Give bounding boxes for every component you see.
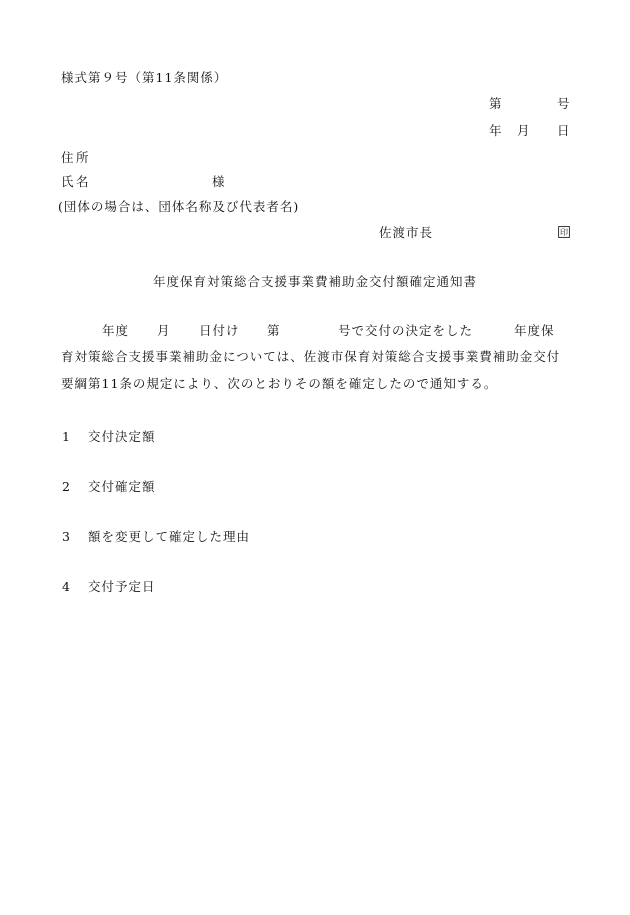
list-item — [62, 581, 156, 594]
body-month-label: 月 — [157, 323, 171, 338]
date-month-label: 月 — [517, 123, 530, 138]
body-year-label: 年度 — [102, 323, 130, 338]
seal-text: 印 — [560, 228, 568, 238]
list-item-number: 2 — [62, 479, 71, 494]
mayor-title: 佐渡市長 — [379, 225, 434, 240]
body-number-label: 第 — [267, 323, 281, 338]
body-line-3: 要綱第11条の規定により、次のとおりその額を確定したので通知する。 — [61, 376, 498, 391]
form-number: 様式第９号（第11条関係） — [61, 70, 228, 85]
list-item-number: 1 — [62, 429, 71, 444]
body-date-label: 日付け — [199, 323, 240, 338]
list-item-label: 額を変更して確定した理由 — [88, 529, 251, 544]
list-item-label: 交付予定日 — [88, 579, 156, 594]
honorific-label: 様 — [212, 174, 225, 189]
document-number-label: 第 — [489, 96, 502, 111]
list-item-number: 3 — [62, 529, 71, 544]
body-year-label-2: 年度保 — [514, 323, 555, 338]
date-day-label: 日 — [557, 123, 570, 138]
body-decision-text: 号で交付の決定をした — [338, 323, 474, 338]
list-item — [62, 431, 156, 444]
document-title: 年度保育対策総合支援事業費補助金交付額確定通知書 — [152, 274, 477, 289]
list-item-label: 交付確定額 — [88, 479, 156, 494]
organization-note: (団体の場合は、団体名称及び代表者名) — [58, 199, 300, 214]
name-label: 氏名 — [61, 174, 92, 189]
document-number-suffix: 号 — [557, 96, 570, 111]
list-item — [62, 531, 250, 544]
seal-icon — [558, 226, 570, 238]
address-label: 住所 — [61, 150, 92, 165]
list-item-label: 交付決定額 — [88, 429, 156, 444]
date-year-label: 年 — [489, 123, 502, 138]
list-item-number: 4 — [62, 579, 71, 594]
list-item — [62, 481, 156, 494]
body-line-2: 育対策総合支援事業補助金については、佐渡市保育対策総合支援事業費補助金交付 — [61, 349, 561, 364]
